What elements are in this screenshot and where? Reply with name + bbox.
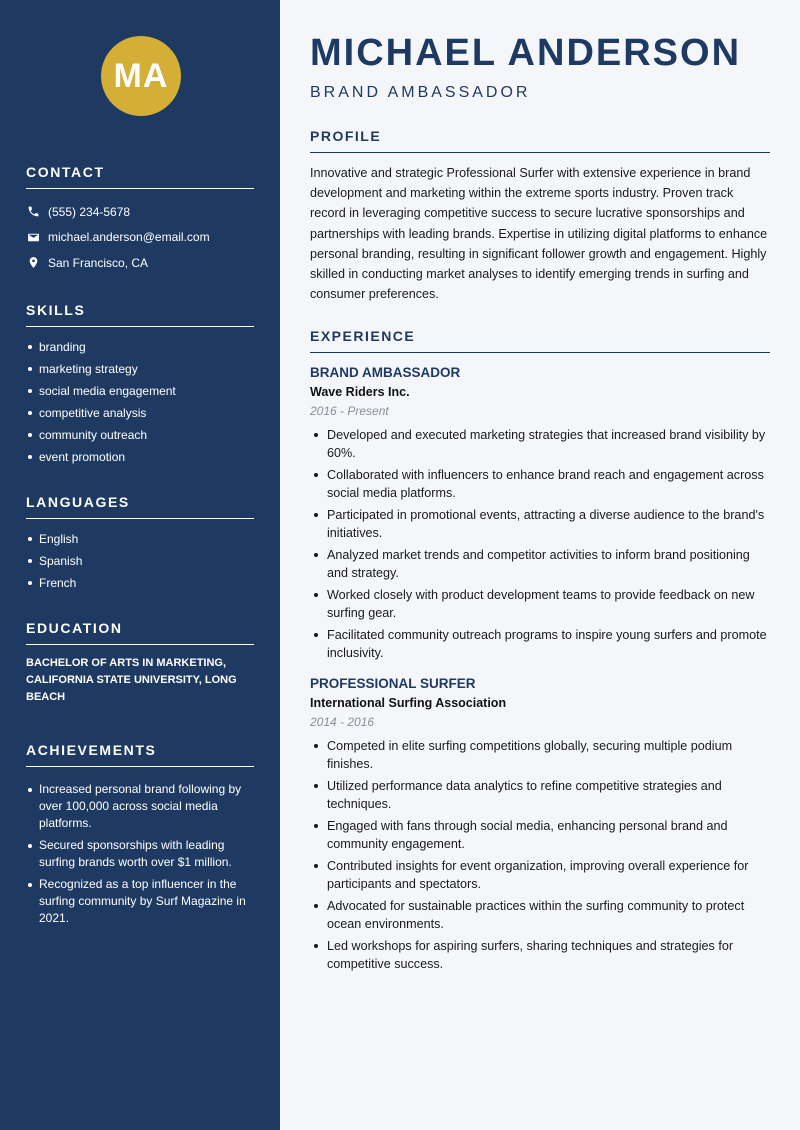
profile-section [310, 128, 770, 304]
job-bullet: Developed and executed marketing strategies that increased brand visibility by 60%. [310, 426, 770, 462]
languages-section [26, 494, 254, 594]
job-bullet: Contributed insights for event organization, improving overall experience for participants and spectators. [310, 857, 770, 893]
profile-text: Innovative and strategic Professional Surfer with extensive experience in brand development and marketing within the extreme sports industry. Proven track record in leveraging competitive success to secure lucrative sponsorships and partnerships with leading brands. Expertise in utilizing digital platforms to enhance personal branding, resulting in significant follower growth and engagement. Highly skilled in conducting market analyses to identify emerging trends in surfing and consumer preferences. [310, 166, 768, 302]
job-entry [310, 365, 770, 662]
contact-section [26, 164, 254, 276]
job-entry [310, 676, 770, 973]
phone-icon [26, 205, 40, 219]
skill-item: branding [26, 336, 254, 358]
job-dates: 2014 - 2016 [310, 715, 375, 730]
location-text: San Francisco, CA [48, 255, 149, 270]
skill-item: community outreach [26, 424, 254, 446]
job-bullet: Advocated for sustainable practices within the surfing community to protect ocean environments. [310, 897, 770, 933]
avatar-initials: MA [113, 56, 169, 95]
education-section [26, 620, 254, 706]
achievement-item: Increased personal brand following by over 100,000 across social media platforms. [26, 781, 254, 832]
contact-email [26, 225, 254, 251]
language-item: Spanish [26, 550, 254, 572]
mail-icon [26, 230, 40, 244]
experience-heading: EXPERIENCE [310, 328, 770, 353]
skills-section [26, 302, 254, 468]
skills-list [26, 336, 254, 468]
email-text[interactable]: michael.anderson@email.com [48, 230, 210, 245]
job-bullet: Worked closely with product development teams to provide feedback on new surfing gear. [310, 586, 770, 622]
contact-list [26, 199, 254, 276]
person-role: BRAND AMBASSADOR [310, 84, 531, 101]
achievement-item: Secured sponsorships with leading surfing brands worth over $1 million. [26, 837, 254, 871]
achievements-heading: ACHIEVEMENTS [26, 742, 254, 767]
skill-item: marketing strategy [26, 358, 254, 380]
job-bullets [310, 426, 770, 662]
skills-heading: SKILLS [26, 302, 254, 327]
language-item: English [26, 528, 254, 550]
achievement-item: Recognized as a top influencer in the surfing community by Surf Magazine in 2021. [26, 876, 254, 927]
job-title: PROFESSIONAL SURFER [310, 676, 476, 692]
job-bullet: Utilized performance data analytics to refine competitive strategies and techniques. [310, 777, 770, 813]
job-bullet: Analyzed market trends and competitor activities to inform brand positioning and strategy. [310, 546, 770, 582]
skill-item: competitive analysis [26, 402, 254, 424]
avatar [101, 36, 181, 116]
education-heading: EDUCATION [26, 620, 254, 645]
job-bullet: Led workshops for aspiring surfers, sharing techniques and strategies for competitive success. [310, 937, 770, 973]
achievements-list [26, 781, 254, 927]
profile-heading: PROFILE [310, 128, 770, 153]
experience-section [310, 328, 770, 973]
job-bullets [310, 737, 770, 973]
job-company: Wave Riders Inc. [310, 385, 410, 400]
contact-heading: CONTACT [26, 164, 254, 189]
sidebar [0, 0, 280, 1130]
skill-item: social media engagement [26, 380, 254, 402]
phone-text[interactable]: (555) 234-5678 [48, 204, 131, 219]
skill-item: event promotion [26, 446, 254, 468]
job-bullet: Participated in promotional events, attracting a diverse audience to the brand's initiatives. [310, 506, 770, 542]
job-dates: 2016 - Present [310, 404, 389, 419]
job-bullet: Collaborated with influencers to enhance brand reach and engagement across social media platforms. [310, 466, 770, 502]
languages-heading: LANGUAGES [26, 494, 254, 519]
job-title: BRAND AMBASSADOR [310, 365, 461, 381]
language-item: French [26, 572, 254, 594]
location-pin-icon [26, 256, 40, 270]
languages-list [26, 528, 254, 594]
job-bullet: Facilitated community outreach programs to inspire young surfers and promote inclusivity. [310, 626, 770, 662]
person-name: MICHAEL ANDERSON [310, 32, 742, 74]
main-content [280, 0, 800, 1130]
job-bullet: Engaged with fans through social media, enhancing personal brand and community engagement. [310, 817, 770, 853]
job-company: International Surfing Association [310, 696, 507, 711]
contact-phone [26, 199, 254, 225]
education-degree: BACHELOR OF ARTS IN MARKETING, CALIFORNIA STATE UNIVERSITY, LONG BEACH [26, 656, 237, 703]
job-bullet: Competed in elite surfing competitions globally, securing multiple podium finishes. [310, 737, 770, 773]
achievements-section [26, 742, 254, 927]
contact-location [26, 250, 254, 276]
